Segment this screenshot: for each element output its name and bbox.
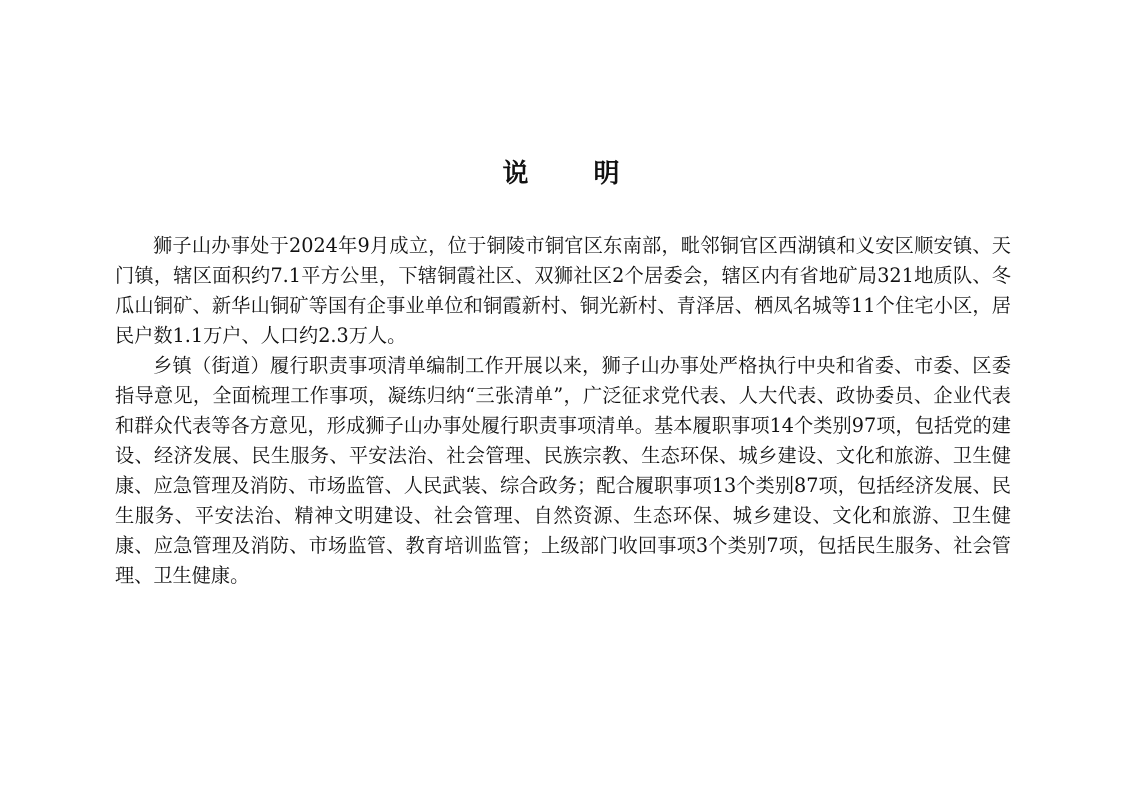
paragraph-overview: 狮子山办事处于2024年9月成立，位于铜陵市铜官区东南部，毗邻铜官区西湖镇和义安区顺安镇、天门镇，辖区面积约7.1平方公里，下辖铜霞社区、双狮社区2个居委会，辖区内有省地矿局321地质队、冬瓜山铜矿、新华山铜矿等国有企事业单位和铜霞新村、铜光新村、青泽居、栖凤名城等11个住宅小区，居民户数1.1万户、人口约2.3万人。 bbox=[115, 234, 1011, 347]
document-body bbox=[115, 231, 1011, 591]
document-title: 说 明 bbox=[502, 159, 648, 189]
paragraph-duty-list: 乡镇（街道）履行职责事项清单编制工作开展以来，狮子山办事处严格执行中央和省委、市委、区委指导意见，全面梳理工作事项，凝练归纳“三张清单”，广泛征求党代表、人大代表、政协委员、企业代表和群众代表等各方意见，形成狮子山办事处履行职责事项清单。基本履职事项14个类别97项，包括党的建设、经济发展、民生服务、平安法治、社会管理、民族宗教、生态环保、城乡建设、文化和旅游、卫生健康、应急管理及消防、市场监管、人民武装、综合政务；配合履职事项13个类别87项，包括经济发展、民生服务、平安法治、精神文明建设、社会管理、自然资源、生态环保、城乡建设、文化和旅游、卫生健康、应急管理及消防、市场监管、教育培训监管；上级部门收回事项3个类别7项，包括民生服务、社会管理、卫生健康。 bbox=[115, 354, 1011, 587]
